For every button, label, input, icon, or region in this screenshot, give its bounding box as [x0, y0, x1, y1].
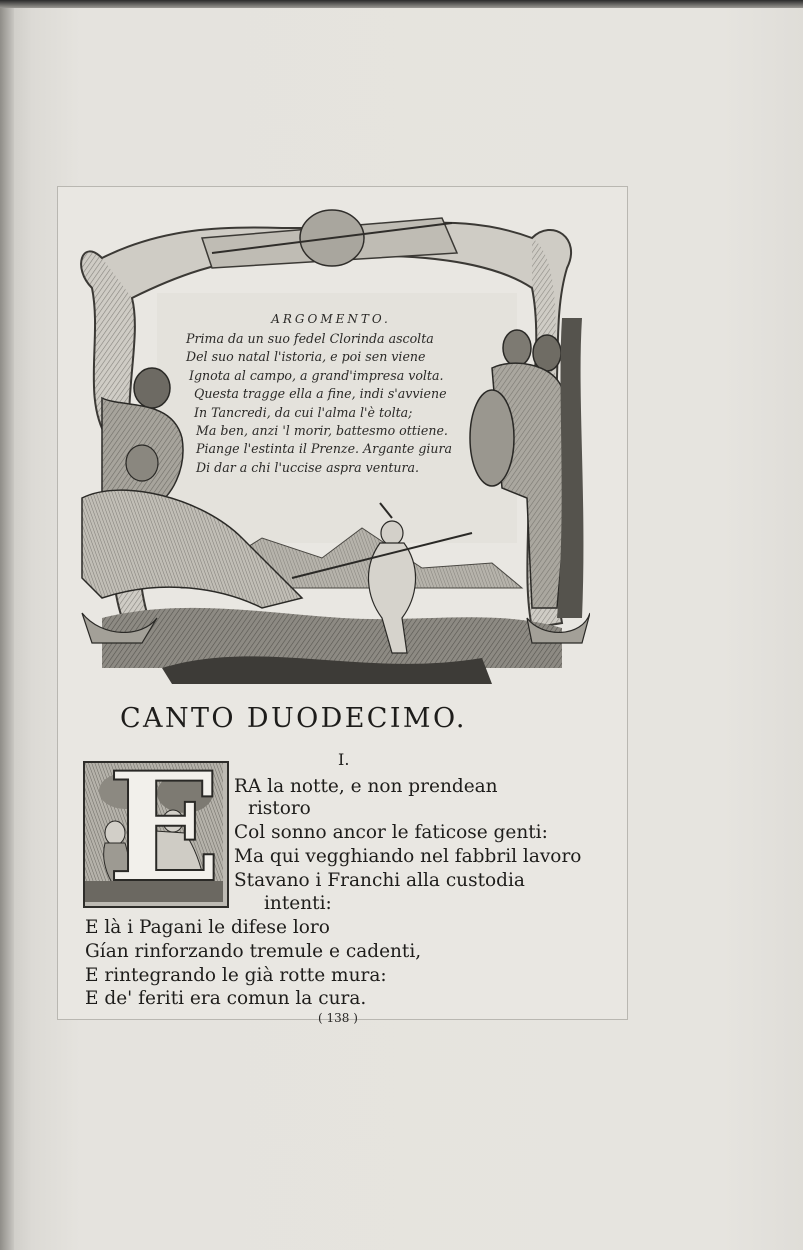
argomento-line: Questa tragge ella a fine, indi s'avviene [194, 386, 447, 402]
canto-title: CANTO DUODECIMO. [120, 703, 467, 734]
verse-line: E là i Pagani le difese loro [85, 917, 330, 938]
binding-edge [0, 0, 14, 1250]
verse-line: E rintegrando le già rotte mura: [85, 965, 387, 986]
argomento-line: Ma ben, anzi 'l morir, battesmo ottiene. [196, 423, 448, 439]
verse-line: Ma qui vegghiando nel fabbril lavoro [234, 846, 582, 867]
argomento-line: Piange l'estinta il Prenze. Argante giura [196, 441, 453, 457]
stanza-number: I. [338, 750, 350, 769]
argomento-title: ARGOMENTO. [271, 312, 391, 326]
top-edge [0, 0, 803, 8]
decorated-initial [83, 740, 229, 916]
argomento-line: Del suo natal l'istoria, e poi sen viene [186, 349, 426, 365]
argomento [176, 312, 476, 477]
verse-line: Stavano i Franchi alla custodia [234, 870, 525, 891]
initial-letter: E [107, 740, 222, 916]
verse-line: RA la notte, e non prendean [234, 776, 498, 797]
verse-line: Gían rinforzando tremule e cadenti, [85, 941, 422, 962]
argomento-line: Di dar a chi l'uccise aspra ventura. [196, 459, 420, 475]
argomento-line: In Tancredi, da cui l'alma l'è tolta; [194, 404, 413, 420]
verse-line: Col sonno ancor le faticose genti: [234, 822, 548, 843]
verse-line: E de' feriti era comun la cura. [85, 988, 367, 1009]
argomento-line: Ignota al campo, a grand'impresa volta. [189, 367, 444, 383]
verse-line: intenti: [264, 893, 332, 914]
verse-line: ristoro [248, 798, 311, 819]
argomento-line: Prima da un suo fedel Clorinda ascolta [186, 331, 434, 346]
page-number: ( 138 ) [318, 1011, 358, 1025]
